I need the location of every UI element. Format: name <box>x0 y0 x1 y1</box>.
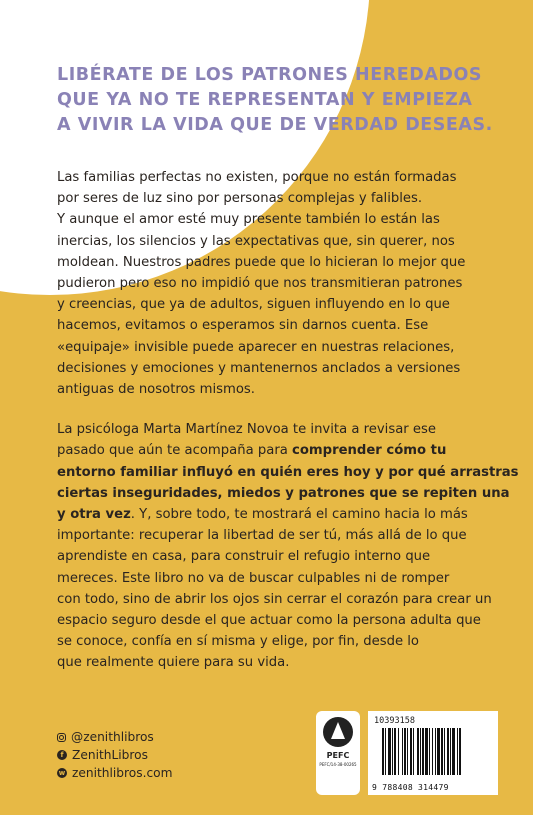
pefc-label: PEFC <box>326 751 350 760</box>
barcode-bar <box>394 728 396 775</box>
text-line <box>57 462 519 483</box>
barcode-bar <box>382 728 384 775</box>
back-cover-text <box>57 63 519 674</box>
text-line: que realmente quiere para su vida. <box>57 655 290 671</box>
text-line: «equipaje» invisible puede aparecer en nuestras relaciones, <box>57 339 455 355</box>
text-line: decisiones y emociones y mantenernos anclados a versiones <box>57 360 461 376</box>
text-line: moldean. Nuestros padres puede que lo hicieran lo mejor que <box>57 254 466 270</box>
headline-line: QUE YA NO TE REPRESENTAN Y EMPIEZA <box>57 90 473 110</box>
barcode-bar <box>457 728 458 775</box>
text-run: . Y, sobre todo, te mostrará el camino hacia lo más <box>130 507 468 523</box>
text-line: Y aunque el amor esté muy presente también lo están las <box>57 212 440 228</box>
text-line: hacemos, evitamos o esperamos sin darnos cuenta. Ese <box>57 318 429 334</box>
text-line: por seres de luz sino por personas complejas y falibles. <box>57 191 423 207</box>
text-line: La psicóloga Marta Martínez Novoa te invita a revisar ese <box>57 422 436 438</box>
barcode-bar <box>410 728 412 775</box>
text-run: pasado que aún te acompaña para <box>57 443 293 459</box>
instagram-icon <box>57 733 66 742</box>
synopsis-paragraph-2 <box>57 419 519 673</box>
barcode-bar <box>441 728 443 775</box>
barcode <box>368 711 498 795</box>
barcode-bar <box>417 728 419 775</box>
barcode-bar <box>452 728 455 775</box>
barcode-bar <box>435 728 436 775</box>
barcode-bar <box>402 728 403 775</box>
barcode-bars <box>382 728 492 775</box>
pefc-code: PEFC/14-38-00265 <box>319 762 357 767</box>
text-line <box>57 483 510 504</box>
barcode-bar <box>437 728 440 775</box>
barcode-isbn: 9 788408 314479 <box>372 783 449 792</box>
bold-text-run: entorno familiar influyó en quién eres hoy y por qué arrastras <box>57 464 519 480</box>
text-line: mereces. Este libro no va de buscar culpables ni de romper <box>57 570 450 586</box>
text-line: pudieron pero eso no impidió que nos transmitieran patrones <box>57 276 463 292</box>
barcode-bar <box>404 728 406 775</box>
website-url: zenithlibros.com <box>72 766 173 780</box>
barcode-bar <box>413 728 414 775</box>
barcode-bar <box>385 728 386 775</box>
pefc-tree-icon <box>323 717 353 747</box>
facebook-handle: ZenithLibros <box>72 748 148 762</box>
text-line: importante: recuperar la libertad de ser tú, más allá de lo que <box>57 528 467 544</box>
text-line: aprendiste en casa, para construir el refugio interno que <box>57 549 431 565</box>
text-line <box>57 504 497 525</box>
facebook-link[interactable] <box>57 746 172 764</box>
instagram-link[interactable] <box>57 728 172 746</box>
bold-text-run: y otra vez <box>57 507 131 523</box>
barcode-bar <box>450 728 451 775</box>
website-link[interactable] <box>57 764 172 782</box>
text-line <box>57 440 497 461</box>
barcode-bar <box>422 728 424 775</box>
headline <box>57 63 497 138</box>
barcode-bar <box>420 728 421 775</box>
synopsis-paragraph-1 <box>57 167 497 400</box>
instagram-handle: @zenithlibros <box>71 730 154 744</box>
barcode-bar <box>388 728 391 775</box>
barcode-bar <box>432 728 433 775</box>
barcode-bar <box>447 728 449 775</box>
barcode-bar <box>425 728 428 775</box>
social-links <box>57 728 172 782</box>
text-line: inercias, los silencios y las expectativas que, sin querer, nos <box>57 233 455 249</box>
barcode-bar <box>444 728 445 775</box>
text-line: espacio seguro desde el que actuar como la persona adulta que <box>57 613 481 629</box>
text-line: Las familias perfectas no existen, porque no están formadas <box>57 170 457 185</box>
barcode-top-code: 10393158 <box>374 716 415 726</box>
text-line: y creencias, que ya de adultos, siguen influyendo en lo que <box>57 297 450 313</box>
bold-text-run: ciertas inseguridades, miedos y patrones que se repiten una <box>57 485 510 501</box>
facebook-icon: f <box>57 750 67 760</box>
barcode-bar <box>429 728 430 775</box>
text-line: se conoce, confía en sí misma y elige, por fin, desde lo <box>57 634 419 650</box>
headline-line: LIBÉRATE DE LOS PATRONES HEREDADOS <box>57 65 483 85</box>
pefc-certification <box>316 711 360 795</box>
text-line: con todo, sino de abrir los ojos sin cerrar el corazón para crear un <box>57 591 492 607</box>
barcode-bar <box>407 728 408 775</box>
web-icon: w <box>58 768 66 777</box>
headline-line: A VIVIR LA VIDA QUE DE VERDAD DESEAS. <box>57 115 493 135</box>
text-line: antiguas de nosotros mismos. <box>57 382 255 398</box>
barcode-bar <box>392 728 393 775</box>
barcode-bar <box>459 728 461 775</box>
barcode-bar <box>398 728 399 775</box>
bold-text-run: comprender cómo tu <box>292 443 447 459</box>
